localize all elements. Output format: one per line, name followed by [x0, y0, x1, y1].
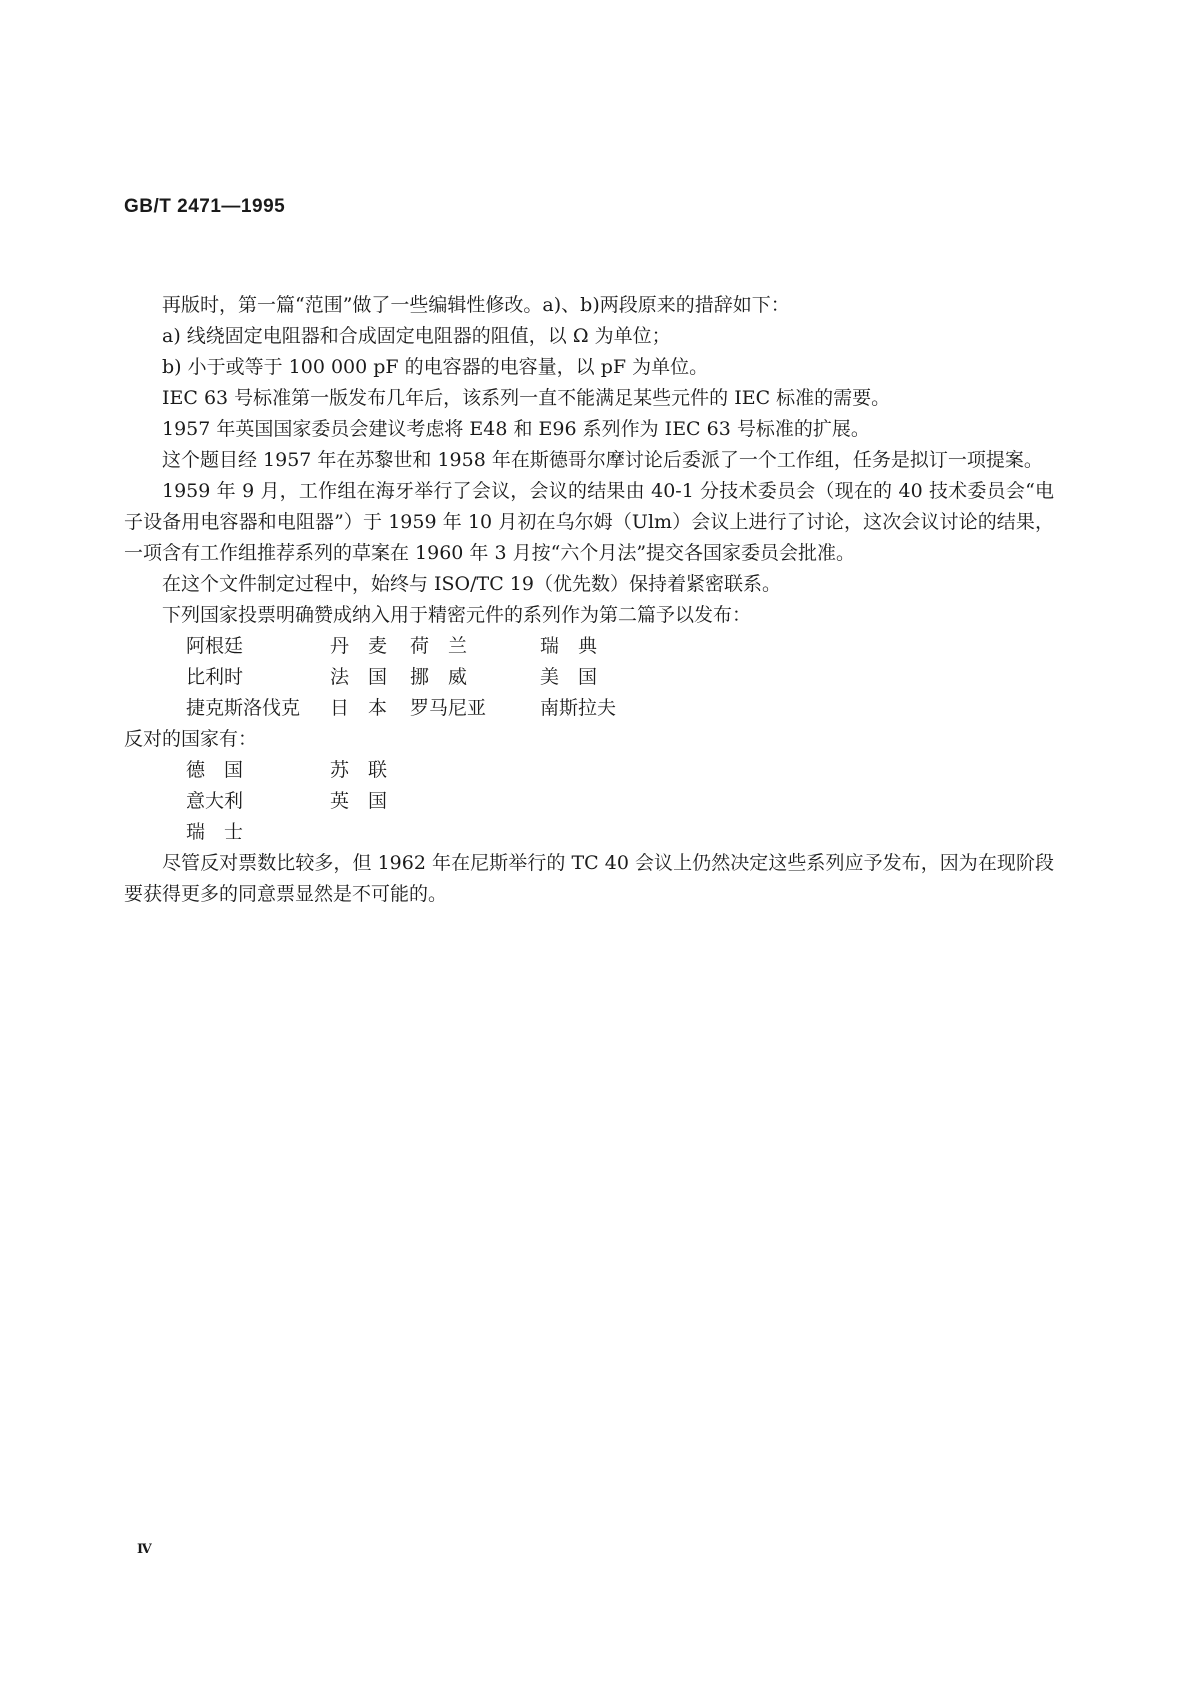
country-row [124, 662, 1054, 693]
paragraph-revision: 再版时，第一篇“范围”做了一些编辑性修改。a)、b)两段原来的措辞如下： [162, 294, 790, 316]
paragraph-working-group: 这个题目经 1957 年在苏黎世和 1958 年在斯德哥尔摩讨论后委派了一个工作组，任务是拟订一项提案。 [162, 449, 1043, 471]
against-country-list [124, 755, 1054, 848]
country-name: 瑞 士 [186, 821, 244, 843]
country-name: 阿根廷 [186, 635, 244, 657]
country-name: 比利时 [186, 666, 244, 688]
country-name: 美 国 [540, 666, 598, 688]
standard-code: GB/T 2471—1995 [124, 196, 286, 217]
paragraph-in-favor-intro: 下列国家投票明确赞成纳入用于精密元件的系列作为第二篇予以发布： [162, 604, 752, 626]
country-name: 挪 威 [410, 666, 468, 688]
country-name: 意大利 [186, 790, 244, 812]
country-name: 英 国 [330, 790, 388, 812]
paragraph-item-b: b) 小于或等于 100 000 pF 的电容器的电容量，以 pF 为单位。 [162, 356, 709, 378]
country-row [124, 693, 1054, 724]
paragraph-conclusion: 尽管反对票数比较多，但 1962 年在尼斯举行的 TC 40 会议上仍然决定这些系列应予发布，因为在现阶段要获得更多的同意票显然是不可能的。 [124, 852, 1054, 905]
paragraph-against-intro: 反对的国家有： [124, 728, 258, 750]
paragraph-item-a: a) 线绕固定电阻器和合成固定电阻器的阻值，以 Ω 为单位； [162, 325, 671, 347]
country-row [124, 631, 1054, 662]
paragraph-1957-proposal: 1957 年英国国家委员会建议考虑将 E48 和 E96 系列作为 IEC 63 号标准的扩展。 [162, 418, 870, 440]
country-row [124, 755, 1054, 786]
country-name: 法 国 [330, 666, 388, 688]
country-name: 日 本 [330, 697, 388, 719]
country-name: 罗马尼亚 [410, 697, 487, 719]
in-favor-country-list [124, 631, 1054, 724]
country-name: 荷 兰 [410, 635, 468, 657]
country-row [124, 786, 1054, 817]
paragraph-iec63: IEC 63 号标准第一版发布几年后，该系列一直不能满足某些元件的 IEC 标准的需要。 [162, 387, 891, 409]
country-row [124, 817, 1054, 848]
country-name: 苏 联 [330, 759, 388, 781]
country-name: 德 国 [186, 759, 244, 781]
country-name: 瑞 典 [540, 635, 598, 657]
paragraph-1959-meeting: 1959 年 9 月，工作组在海牙举行了会议，会议的结果由 40-1 分技术委员会（现在的 40 技术委员会“电子设备用电容器和电阻器”）于 1959 年 10 月初在乌尔姆（Ulm）会议上进行了讨论，这次会议讨论的结果，一项含有工作组推荐系列的草案在 1960 年 3 月按“六个月法”提交各国家委员会批准。 [124, 480, 1054, 564]
country-name: 南斯拉夫 [540, 697, 617, 719]
page-number: Ⅳ [137, 1542, 152, 1557]
country-name: 捷克斯洛伐克 [186, 697, 301, 719]
paragraph-iso-liaison: 在这个文件制定过程中，始终与 ISO/TC 19（优先数）保持着紧密联系。 [162, 573, 781, 595]
document-body [124, 290, 1054, 910]
country-name: 丹 麦 [330, 635, 388, 657]
